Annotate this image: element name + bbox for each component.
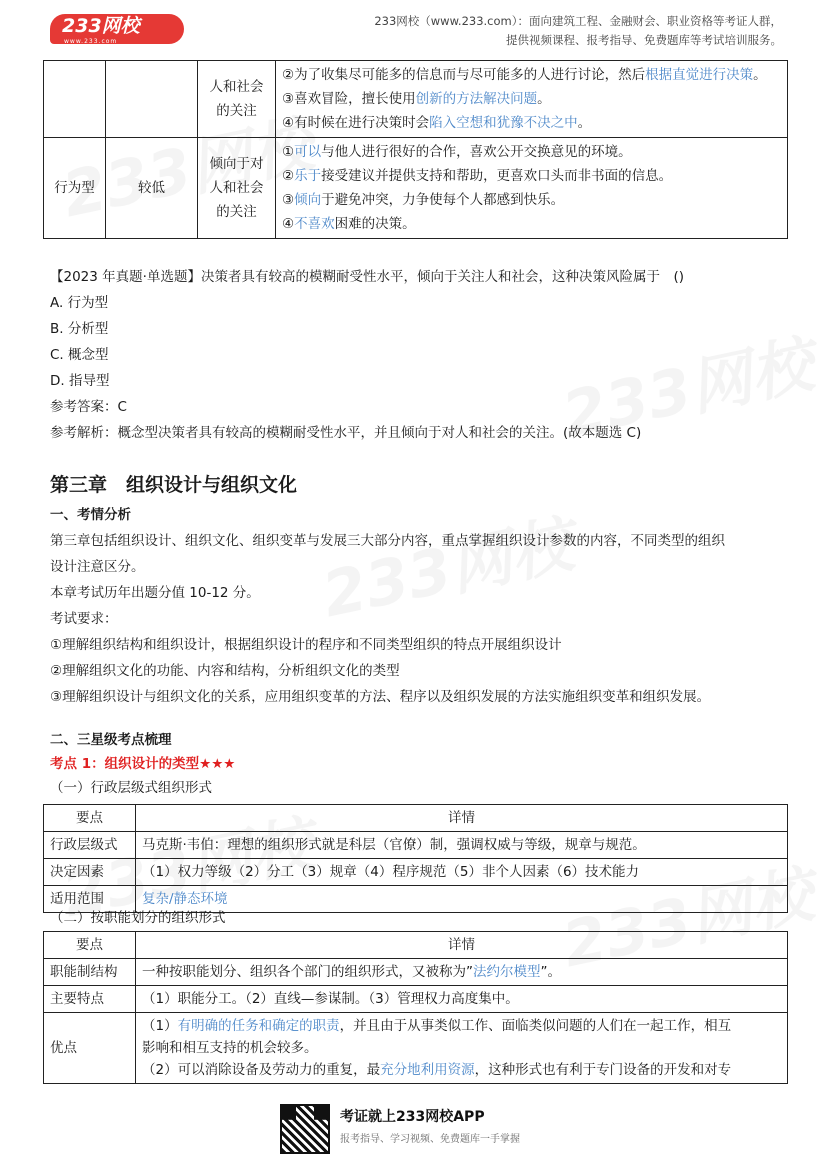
row-value: 一种按职能划分、组织各个部门的组织形式，又被称为”法约尔模型”。 <box>136 959 788 986</box>
table-row <box>44 859 788 886</box>
page-header <box>0 0 830 56</box>
chapter-title: 第三章 组织设计与组织文化 <box>50 474 298 496</box>
row-value: （1）职能分工。（2）直线—参谋制。（3）管理权力高度集中。 <box>136 986 788 1013</box>
table-row <box>44 986 788 1013</box>
sub-heading: （二）按职能划分的组织形式 <box>50 910 226 926</box>
page-footer <box>0 1098 830 1175</box>
section-key-points <box>50 728 785 800</box>
row-key: 职能制结构 <box>44 959 136 986</box>
table-row <box>44 959 788 986</box>
detail-cell: ①可以与他人进行很好的合作，喜欢公开交换意见的环境。 ②乐于接受建议并提供支持和帮助，更喜欢口头而非书面的信息。 ③倾向于避免冲突，力争使每个人都感到快乐。 ④不喜欢困难的决策。 <box>276 138 788 239</box>
table-header-row <box>44 805 788 832</box>
key-point-title: 考点 1：组织设计的类型★★★ <box>50 756 236 772</box>
footer-title: 考证就上233网校APP <box>340 1109 485 1125</box>
option-c: C. 概念型 <box>50 347 109 363</box>
paragraph: 第三章包括组织设计、组织文化、组织变革与发展三大部分内容，重点掌握组织设计参数的内容，不同类型的组织 <box>50 533 725 549</box>
row-key: 决定因素 <box>44 859 136 886</box>
row-value: （1）权力等级（2）分工（3）规章（4）程序规范（5）非个人因素（6）技术能力 <box>136 859 788 886</box>
sub-heading: （一）行政层级式组织形式 <box>50 780 212 796</box>
paragraph: 设计注意区分。 <box>50 559 145 575</box>
list-item: ①理解组织结构和组织设计，根据组织设计的程序和不同类型组织的特点开展组织设计 <box>50 637 562 653</box>
column-header: 要点 <box>44 932 136 959</box>
question-stem: 【2023 年真题·单选题】决策者具有较高的模糊耐受性水平，倾向于关注人和社会，这种决策风险属于 () <box>50 269 684 285</box>
sub-heading-block <box>50 906 785 930</box>
row-value: 复杂/静态环境 <box>136 886 788 913</box>
table-header-row <box>44 932 788 959</box>
focus-cell: 倾向于对人和社会的关注 <box>198 138 276 239</box>
footer-subtitle: 报考指导、学习视频、免费题库一手掌握 <box>340 1134 520 1145</box>
brand-logo: 233网校 <box>50 14 184 44</box>
bureaucratic-form-table <box>43 804 788 913</box>
table-row <box>44 1013 788 1084</box>
logo-url: www.233.com <box>64 38 118 45</box>
list-item: ②理解组织文化的功能、内容和结构，分析组织文化的类型 <box>50 663 400 679</box>
paragraph: 本章考试历年出题分值 10-12 分。 <box>50 585 260 601</box>
row-key: 主要特点 <box>44 986 136 1013</box>
list-item: ③理解组织设计与组织文化的关系，应用组织变革的方法、程序以及组织发展的方法实施组织变革和组织发展。 <box>50 689 711 705</box>
table-row <box>44 61 788 138</box>
focus-cell: 人和社会的关注 <box>198 61 276 138</box>
answer: 参考答案：C <box>50 399 127 415</box>
option-b: B. 分析型 <box>50 321 109 337</box>
header-tagline <box>312 12 782 50</box>
header-line-2: 提供视频课程、报考指导、免费题库等考试培训服务。 <box>506 33 782 47</box>
row-key: 适用范围 <box>44 886 136 913</box>
section-title: 一、考情分析 <box>50 507 131 523</box>
decision-style-table <box>43 60 788 239</box>
level-cell: 较低 <box>106 138 198 239</box>
table-row <box>44 138 788 239</box>
row-key: 行政层级式 <box>44 832 136 859</box>
detail-cell: ②为了收集尽可能多的信息而与尽可能多的人进行讨论，然后根据直觉进行决策。 ③喜欢冒险，擅长使用创新的方法解决问题。 ④有时候在进行决策时会陷入空想和犹豫不决之中。 <box>276 61 788 138</box>
column-header: 要点 <box>44 805 136 832</box>
option-a: A. 行为型 <box>50 295 109 311</box>
row-key: 优点 <box>44 1013 136 1084</box>
header-line-1: 233网校（www.233.com）：面向建筑工程、金融财会、职业资格等考证人群， <box>374 14 782 28</box>
type-cell: 行为型 <box>44 138 106 239</box>
functional-form-table <box>43 931 788 1084</box>
exam-question <box>50 264 785 446</box>
analysis: 参考解析：概念型决策者具有较高的模糊耐受性水平，并且倾向于对人和社会的关注。(故本题选 C) <box>50 425 642 441</box>
table-row <box>44 832 788 859</box>
column-header: 详情 <box>136 932 788 959</box>
paragraph: 考试要求： <box>50 611 118 627</box>
option-d: D. 指导型 <box>50 373 110 389</box>
qr-code-icon[interactable] <box>280 1104 330 1154</box>
section-title: 二、三星级考点梳理 <box>50 732 172 748</box>
row-value: （1）有明确的任务和确定的职责，并且由于从事类似工作、面临类似问题的人们在一起工作，相互 影响和相互支持的机会较多。 （2）可以消除设备及劳动力的重复，最充分地利用资源，这种形式也有利于专门设备的开发和对专 <box>136 1013 788 1084</box>
column-header: 详情 <box>136 805 788 832</box>
section-exam-analysis <box>50 502 785 710</box>
row-value: 马克斯·韦伯：理想的组织形式就是科层（官僚）制，强调权威与等级，规章与规范。 <box>136 832 788 859</box>
